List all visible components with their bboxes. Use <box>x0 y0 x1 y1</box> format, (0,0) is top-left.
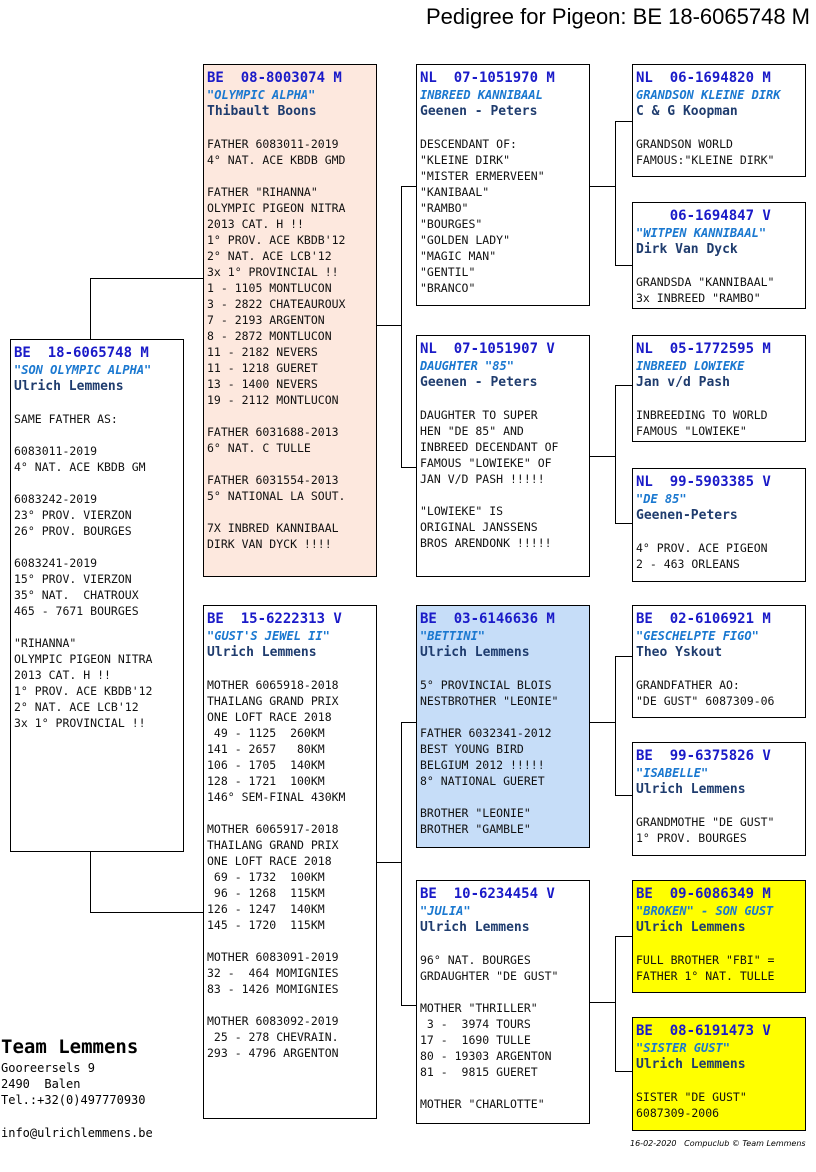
pigeon-name: "WITPEN KANNIBAAL" <box>636 226 767 240</box>
pigeon-card-main <box>10 339 184 852</box>
connector-line <box>615 656 616 796</box>
ring-number: BE 08-8003074 M <box>207 70 342 86</box>
ring-number: BE 10-6234454 V <box>420 886 555 902</box>
connector-line <box>615 385 632 386</box>
ring-number: BE 09-6086349 M <box>636 886 771 902</box>
ring-number: NL 05-1772595 M <box>636 341 771 357</box>
owner-name: Ulrich Lemmens <box>636 782 746 797</box>
pigeon-notes: INBREEDING TO WORLD FAMOUS "LOWIEKE" <box>636 408 768 438</box>
ring-number: BE 08-6191473 V <box>636 1023 771 1039</box>
team-city: 2490 Balen <box>1 1077 81 1091</box>
connector-line <box>401 186 402 468</box>
footer-credit: 16-02-2020 Compuclub © Team Lemmens <box>630 1139 806 1148</box>
pigeon-card-dd <box>416 880 590 1124</box>
pigeon-card-ssd <box>632 202 806 309</box>
connector-line <box>90 851 91 912</box>
ring-number: BE 02-6106921 M <box>636 611 771 627</box>
ring-number: 06-1694847 V <box>636 208 771 224</box>
pigeon-notes: MOTHER 6065918-2018 THAILANG GRAND PRIX ONE LOFT RACE 2018 49 - 1125 260KM 141 - 2657 80KM 106 - 1705 140KM 128 - 1721 100KM 146° SEM-FINAL 430KM MOTHER 6065917-2018 THAILANG GRAND PRIX ONE LOFT RACE 2018 69 - 1732 100KM 96 - 1268 115KM 126 - 1247 140KM 145 - 1720 115KM MOTHER 6083091-2019 32 - 464 MOMIGNIES 83 - 1426 MOMIGNIES MOTHER 6083092-2019 25 - 278 CHEVRAIN. 293 - 4796 ARGENTON <box>207 678 346 1060</box>
owner-name: Ulrich Lemmens <box>14 379 124 394</box>
pigeon-name: "DE 85" <box>636 492 687 506</box>
pigeon-notes: DESCENDANT OF: "KLEINE DIRK" "MISTER ERMERVEEN" "KANIBAAL" "RAMBO" "BOURGES" "GOLDEN LADY" "MAGIC MAN" "GENTIL" "BRANCO" <box>420 137 545 295</box>
pigeon-name: GRANDSON KLEINE DIRK <box>636 88 781 102</box>
pigeon-card-ss <box>416 64 590 306</box>
pigeon-name: "BROKEN" - SON GUST <box>636 904 774 918</box>
connector-line <box>615 121 632 122</box>
connector-line <box>589 722 615 723</box>
connector-line <box>401 1005 417 1006</box>
connector-line <box>401 722 417 723</box>
connector-line <box>376 325 401 326</box>
connector-line <box>90 278 204 279</box>
ring-number: BE 18-6065748 M <box>14 345 149 361</box>
connector-line <box>615 385 616 524</box>
pigeon-card-dsd <box>632 742 806 856</box>
pigeon-name: INBREED LOWIEKE <box>636 359 745 373</box>
owner-name: Dirk Van Dyck <box>636 242 738 257</box>
pigeon-notes: 5° PROVINCIAL BLOIS NESTBROTHER "LEONIE" FATHER 6032341-2012 BEST YOUNG BIRD BELGIUM 2012 !!!!! 8° NATIONAL GUERET BROTHER "LEONIE" BROTHER "GAMBLE" <box>420 678 559 836</box>
pigeon-notes: SISTER "DE GUST" 6087309-2006 <box>636 1090 747 1120</box>
connector-line <box>615 936 616 1072</box>
pigeon-notes: 96° NAT. BOURGES GRDAUGHTER "DE GUST" MOTHER "THRILLER" 3 - 3974 TOURS 17 - 1690 TULLE 80 - 19303 ARGENTON 81 - 9815 GUERET MOTHER "CHARLOTTE" <box>420 953 559 1111</box>
owner-name: Geenen - Peters <box>420 104 538 119</box>
pigeon-notes: GRANDSDA "KANNIBAAL" 3x INBREED "RAMBO" <box>636 275 775 305</box>
connector-line <box>401 467 417 468</box>
pigeon-card-ds <box>416 605 590 848</box>
owner-name: Geenen-Peters <box>636 508 738 523</box>
pigeon-card-sdd <box>632 468 806 582</box>
pigeon-card-dds <box>632 880 806 993</box>
pigeon-notes: DAUGHTER TO SUPER HEN "DE 85" AND INBREED DECENDANT OF FAMOUS "LOWIEKE" OF JAN V/D PASH !!!!! "LOWIEKE" IS ORIGINAL JANSSENS BROS ARENDONK !!!!! <box>420 408 559 550</box>
team-phone: Tel.:+32(0)497770930 <box>1 1093 146 1107</box>
connector-line <box>615 523 632 524</box>
pigeon-notes: FULL BROTHER "FBI" = FATHER 1° NAT. TULLE <box>636 953 775 983</box>
connector-line <box>615 1071 632 1072</box>
owner-name: Ulrich Lemmens <box>420 920 530 935</box>
ring-number: NL 99-5903385 V <box>636 474 771 490</box>
pigeon-card-dss <box>632 605 806 718</box>
pigeon-card-sire <box>203 64 377 577</box>
connector-line <box>615 936 632 937</box>
owner-name: C & G Koopman <box>636 104 738 119</box>
pigeon-card-ddd <box>632 1017 806 1131</box>
connector-line <box>376 862 401 863</box>
pigeon-notes: SAME FATHER AS: 6083011-2019 4° NAT. ACE KBDB GM 6083242-2019 23° PROV. VIERZON 26° PROV. BOURGES 6083241-2019 15° PROV. VIERZON 35° NAT. CHATROUX 465 - 7671 BOURGES "RIHANNA" OLYMPIC PIGEON NITRA 2013 CAT. H !! 1° PROV. ACE KBDB'12 2° NAT. ACE LCB'12 3x 1° PROVINCIAL !! <box>14 412 153 730</box>
pigeon-notes: FATHER 6083011-2019 4° NAT. ACE KBDB GMD FATHER "RIHANNA" OLYMPIC PIGEON NITRA 2013 CAT. H !! 1° PROV. ACE KBDB'12 2° NAT. ACE LCB'12 3x 1° PROVINCIAL !! 1 - 1105 MONTLUCON 3 - 2822 CHATEAUROUX 7 - 2193 ARGENTON 8 - 2872 MONTLUCON 11 - 2182 NEVERS 11 - 1218 GUERET 13 - 1400 NEVERS 19 - 2112 MONTLUCON FATHER 6031688-2013 6° NAT. C TULLE FATHER 6031554-2013 5° NATIONAL LA SOUT. 7X INBRED KANNIBAAL DIRK VAN DYCK !!!! <box>207 137 346 551</box>
team-email[interactable]: info@ulrichlemmens.be <box>1 1126 153 1140</box>
pigeon-name: "JULIA" <box>420 904 471 918</box>
pigeon-name: DAUGHTER "85" <box>420 359 514 373</box>
pigeon-notes: GRANDSON WORLD FAMOUS:"KLEINE DIRK" <box>636 137 775 167</box>
connector-line <box>90 278 91 340</box>
team-name: Team Lemmens <box>1 1036 139 1058</box>
ring-number: BE 99-6375826 V <box>636 748 771 764</box>
ring-number: BE 15-6222313 V <box>207 611 342 627</box>
pigeon-notes: 4° PROV. ACE PIGEON 2 - 463 ORLEANS <box>636 541 768 571</box>
pigeon-notes: GRANDMOTHE "DE GUST" 1° PROV. BOURGES <box>636 815 775 845</box>
pigeon-card-sss <box>632 64 806 177</box>
connector-line <box>401 722 402 1006</box>
connector-line <box>589 186 615 187</box>
ring-number: BE 03-6146636 M <box>420 611 555 627</box>
pigeon-name: "GESCHELPTE FIGO" <box>636 629 759 643</box>
connector-line <box>615 121 616 266</box>
connector-line <box>615 795 632 796</box>
owner-name: Jan v/d Pash <box>636 375 730 390</box>
connector-line <box>589 456 615 457</box>
ring-number: NL 07-1051970 M <box>420 70 555 86</box>
connector-line <box>589 1002 615 1003</box>
owner-name: Ulrich Lemmens <box>636 1057 746 1072</box>
connector-line <box>615 656 632 657</box>
ring-number: NL 06-1694820 M <box>636 70 771 86</box>
team-street: Gooreersels 9 <box>1 1061 95 1075</box>
connector-line <box>401 186 417 187</box>
pigeon-card-sd <box>416 335 590 577</box>
owner-name: Theo Yskout <box>636 645 723 660</box>
owner-name: Geenen - Peters <box>420 375 538 390</box>
pigeon-name: "SISTER GUST" <box>636 1041 730 1055</box>
pigeon-name: "SON OLYMPIC ALPHA" <box>14 363 152 377</box>
connector-line <box>90 912 204 913</box>
page-title: Pedigree for Pigeon: BE 18-6065748 M <box>425 4 810 29</box>
pigeon-card-sds <box>632 335 806 442</box>
pigeon-name: INBREED KANNIBAAL <box>420 88 543 102</box>
pigeon-card-dam <box>203 605 377 1119</box>
ring-number: NL 07-1051907 V <box>420 341 555 357</box>
pigeon-name: "GUST'S JEWEL II" <box>207 629 330 643</box>
owner-name: Ulrich Lemmens <box>207 645 317 660</box>
pigeon-name: "ISABELLE" <box>636 766 709 780</box>
connector-line <box>615 265 632 266</box>
owner-name: Thibault Boons <box>207 104 317 119</box>
owner-name: Ulrich Lemmens <box>636 920 746 935</box>
pigeon-name: "BETTINI" <box>420 629 486 643</box>
owner-name: Ulrich Lemmens <box>420 645 530 660</box>
pigeon-notes: GRANDFATHER AO: "DE GUST" 6087309-06 <box>636 678 775 708</box>
pigeon-name: "OLYMPIC ALPHA" <box>207 88 316 102</box>
